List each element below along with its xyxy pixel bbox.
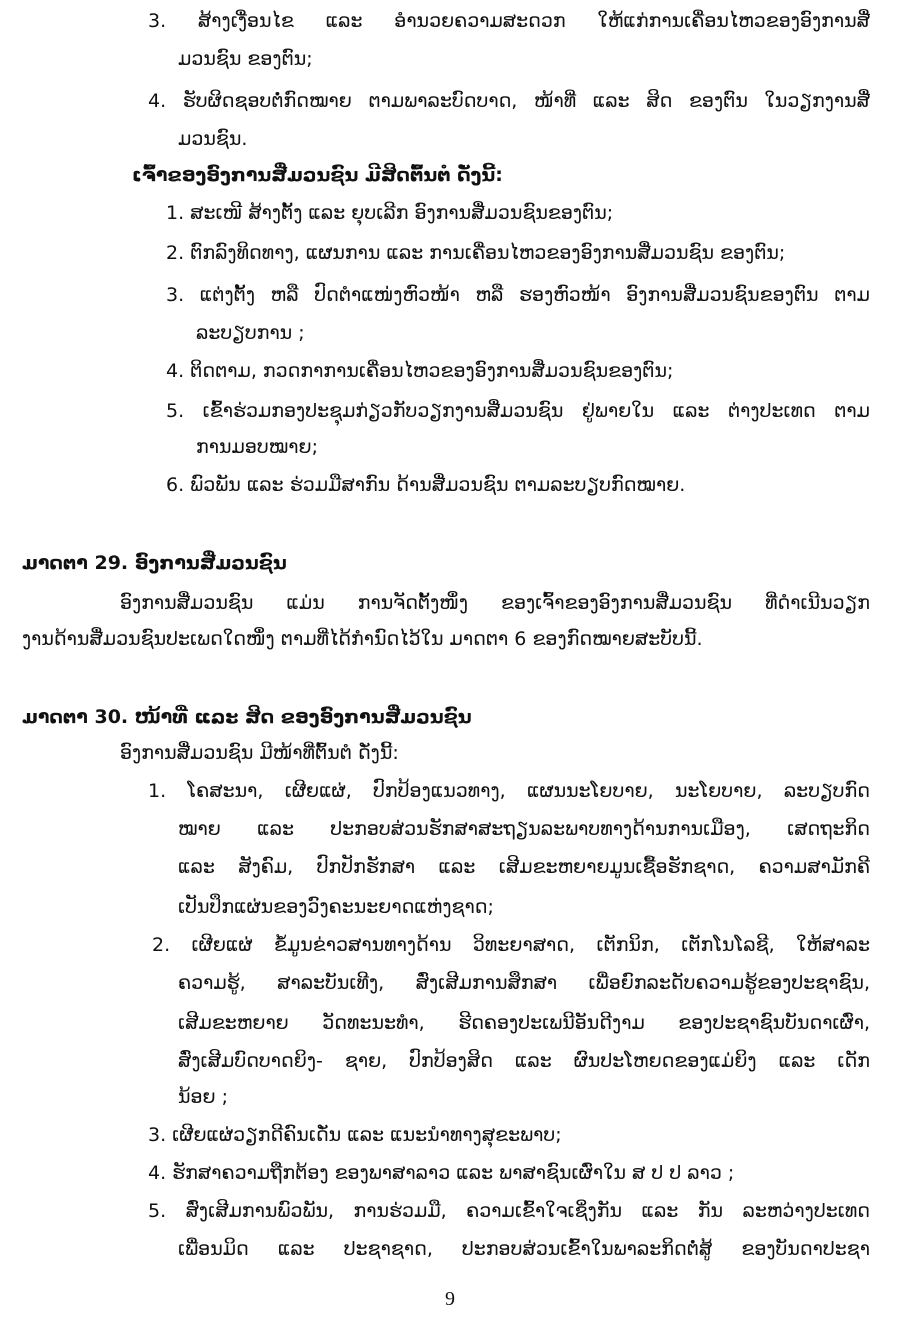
list-item-3-line-2: ມວນຊົນ ຂອງຕົນ; xyxy=(178,48,313,70)
list-item-continuation: ລະບຽບການ ; xyxy=(196,322,305,344)
list-item-3-line-1: 3. ສ້າງເງື່ອນໄຂ ແລະ ອຳນວຍຄວາມສະດວກ ໃຫ້ແກ່ການເຄື່ອນໄຫວຂອງອົງການສື່ xyxy=(148,10,870,32)
article-30-item-5-line-2: ເພື່ອນມິດ ແລະ ປະຊາຊາດ, ປະກອບສ່ວນເຂົ້າໃນພາລະກິດຕໍ່ສູ້ ຂອງບັນດາປະຊາ xyxy=(178,1238,870,1260)
article-30-item-1-line-2: ໝາຍ ແລະ ປະກອບສ່ວນຮັກສາສະຖຽນລະພາບທາງດ້ານການເມືອງ, ເສດຖະກິດ xyxy=(178,818,870,840)
article-30-item-2-line-5: ນ້ອຍ ; xyxy=(178,1086,229,1108)
article-30-item-2-line-2: ຄວາມຮູ້, ສາລະບັນເທີງ, ສົ່ງເສີມການສຶກສາ ເພື່ອຍົກລະດັບຄວາມຮູ້ຂອງປະຊາຊົນ, xyxy=(178,972,870,994)
article-30-heading: ມາດຕາ 30. ໜ້າທີ່ ແລະ ສິດ ຂອງອົງການສື່ມວນຊົນ xyxy=(22,706,472,728)
article-30-item-1-line-4: ເປັນປຶກແຜ່ນຂອງວົງຄະນະຍາດແຫ່ງຊາດ; xyxy=(178,896,494,918)
page-number: 9 xyxy=(445,1288,455,1310)
list-item-continuation: ການມອບໝາຍ; xyxy=(196,436,318,458)
article-30-item-2-line-4: ສົ່ງເສີມບົດບາດຍິງ- ຊາຍ, ປົກປ້ອງສິດ ແລະ ຜົນປະໂຫຍດຂອງແມ່ຍິງ ແລະ ເດັກ xyxy=(178,1050,870,1072)
list-item: 2. ຕົກລົງທິດທາງ, ແຜນການ ແລະ ການເຄື່ອນໄຫວຂອງອົງການສື່ມວນຊົນ ຂອງຕົນ; xyxy=(166,242,786,264)
list-item: 1. ສະເໜີ ສ້າງຕັ້ງ ແລະ ຍຸບເລີກ ອົງການສື່ມວນຊົນຂອງຕົນ; xyxy=(166,202,614,224)
list-item: 6. ພົວພັນ ແລະ ຮ່ວມມືສາກົນ ດ້ານສື່ມວນຊົນ ຕາມລະບຽບກົດໝາຍ. xyxy=(166,474,686,496)
article-30-item-1-line-3: ແລະ ສັງຄົມ, ປົກປັກຮັກສາ ແລະ ເສີມຂະຫຍາຍມູນເຊື້ອຮັກຊາດ, ຄວາມສາມັກຄີ xyxy=(178,856,870,878)
list-item: 5. ເຂົ້າຮ່ວມກອງປະຊຸມກ່ຽວກັບວຽກງານສື່ມວນຊົນ ຢູ່ພາຍໃນ ແລະ ຕ່າງປະເທດ ຕາມ xyxy=(166,400,870,422)
list-item: 4. ຕິດຕາມ, ກວດກາການເຄື່ອນໄຫວຂອງອົງການສື່ມວນຊົນຂອງຕົນ; xyxy=(166,360,674,382)
article-29-paragraph-line-2: ງານດ້ານສື່ມວນຊົນປະເພດໃດໜຶ່ງ ຕາມທີ່ໄດ້ກຳນົດໄວ້ໃນ ມາດຕາ 6 ຂອງກົດໝາຍສະບັບນີ້. xyxy=(22,628,703,650)
list-item-4-line-1: 4. ຮັບຜິດຊອບຕໍ່ກົດໝາຍ ຕາມພາລະບົດບາດ, ໜ້າທີ່ ແລະ ສິດ ຂອງຕົນ ໃນວຽກງານສື່ xyxy=(148,90,870,112)
article-30-item-5-line-1: 5. ສົ່ງເສີມການພົວພັນ, ການຮ່ວມມື, ຄວາມເຂົ້າໃຈເຊິ່ງກັນ ແລະ ກັນ ລະຫວ່າງປະເທດ xyxy=(148,1200,870,1222)
article-30-intro: ອົງການສື່ມວນຊົນ ມີໜ້າທີ່ຕົ້ນຕໍ ດັ່ງນີ້: xyxy=(120,742,399,764)
section-heading: ເຈົ້າຂອງອົງການສື່ມວນຊົນ ມີສິດຕົ້ນຕໍ ດັ່ງນີ້: xyxy=(132,164,503,186)
article-30-item-4: 4. ຮັກສາຄວາມຖືກຕ້ອງ ຂອງພາສາລາວ ແລະ ພາສາຊົນເຜົ່າໃນ ສ ປ ປ ລາວ ; xyxy=(148,1162,735,1184)
article-30-item-2-line-1: 2. ເຜີຍແຜ່ ຂໍ້ມູນຂ່າວສານທາງດ້ານ ວິທະຍາສາດ, ເຕັກນິກ, ເຕັກໂນໂລຊີ, ໃຫ້ສາລະ xyxy=(152,934,870,956)
article-30-item-3: 3. ເຜີຍແຜ່ວຽກດີຄົນເດັ່ນ ແລະ ແນະນຳທາງສຸຂະພາບ; xyxy=(148,1124,562,1146)
article-30-item-2-line-3: ເສີມຂະຫຍາຍ ວັດທະນະທຳ, ຮີດຄອງປະເພນີອັນດີງາມ ຂອງປະຊາຊົນບັນດາເຜົ່າ, xyxy=(178,1012,870,1034)
list-item: 3. ແຕ່ງຕັ້ງ ຫລື ປົດຕຳແໜ່ງຫົວໜ້າ ຫລື ຮອງຫົວໜ້າ ອົງການສື່ມວນຊົນຂອງຕົນ ຕາມ xyxy=(166,284,870,306)
list-item-4-line-2: ມວນຊົນ. xyxy=(178,128,248,150)
article-29-paragraph-line-1: ອົງການສື່ມວນຊົນ ແມ່ນ ການຈັດຕັ້ງໜຶ່ງ ຂອງເຈົ້າຂອງອົງການສື່ມວນຊົນ ທີ່ດຳເນີນວຽກ xyxy=(120,592,870,614)
article-30-item-1-line-1: 1. ໂຄສະນາ, ເຜີຍແຜ່, ປົກປ້ອງແນວທາງ, ແຜນນະໂຍບາຍ, ນະໂຍບາຍ, ລະບຽບກົດ xyxy=(148,780,870,802)
article-29-heading: ມາດຕາ 29. ອົງການສື່ມວນຊົນ xyxy=(22,552,287,574)
